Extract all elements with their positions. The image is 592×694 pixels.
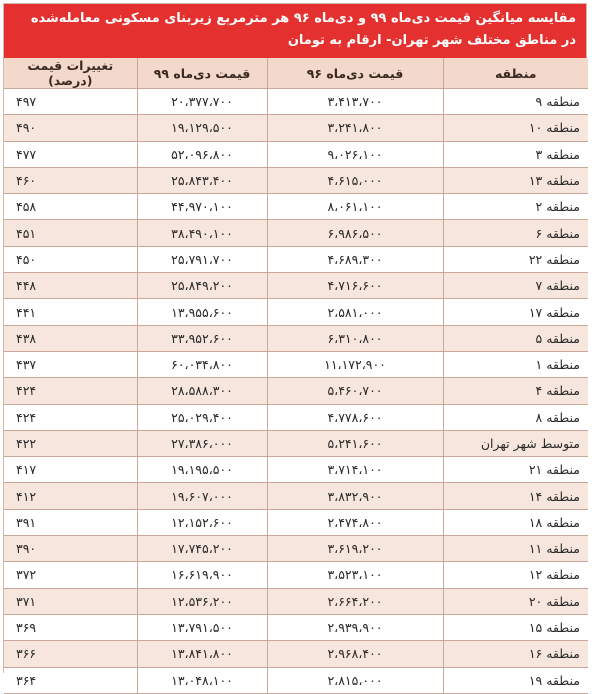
price-96-cell: ۳،۲۴۱،۸۰۰: [267, 115, 443, 141]
region-cell: منطقه ۸: [443, 404, 588, 430]
price-99-cell: ۱۳،۷۹۱،۵۰۰: [137, 614, 267, 640]
price-96-cell: ۲،۹۳۹،۹۰۰: [267, 614, 443, 640]
table-row: [4, 483, 588, 509]
change-cell: ۴۲۴: [4, 404, 137, 430]
table-row: [4, 220, 588, 246]
table-row: [4, 299, 588, 325]
table-row: [4, 641, 588, 667]
table-row: [4, 141, 588, 167]
price-96-cell: ۳،۸۳۲،۹۰۰: [267, 483, 443, 509]
region-cell: منطقه ۷: [443, 273, 588, 299]
region-cell: منطقه ۴: [443, 378, 588, 404]
price-99-cell: ۴۴،۹۷۰،۱۰۰: [137, 194, 267, 220]
table-title: [4, 4, 586, 58]
table-row: [4, 667, 588, 693]
price-99-cell: ۲۵،۸۴۳،۴۰۰: [137, 167, 267, 193]
change-cell: ۴۷۷: [4, 141, 137, 167]
table-row: [4, 378, 588, 404]
region-cell: منطقه ۱۶: [443, 641, 588, 667]
price-96-cell: ۱۱،۱۷۲،۹۰۰: [267, 351, 443, 377]
change-cell: ۴۵۰: [4, 246, 137, 272]
region-cell: منطقه ۲۰: [443, 588, 588, 614]
header-price-96: قیمت دی‌ماه ۹۶: [267, 58, 443, 89]
price-99-cell: ۱۹،۶۰۷،۰۰۰: [137, 483, 267, 509]
price-96-cell: ۳،۴۱۳،۷۰۰: [267, 89, 443, 115]
price-99-cell: ۱۹،۱۲۹،۵۰۰: [137, 115, 267, 141]
price-96-cell: ۳،۵۲۳،۱۰۰: [267, 562, 443, 588]
table-row: [4, 404, 588, 430]
price-96-cell: ۹،۰۲۶،۱۰۰: [267, 141, 443, 167]
price-99-cell: ۱۳،۰۴۸،۱۰۰: [137, 667, 267, 693]
header-price-99: قیمت دی‌ماه ۹۹: [137, 58, 267, 89]
region-cell: منطقه ۱۱: [443, 536, 588, 562]
price-96-cell: ۶،۹۸۶،۵۰۰: [267, 220, 443, 246]
change-cell: ۴۵۸: [4, 194, 137, 220]
price-99-cell: ۲۰،۳۷۷،۷۰۰: [137, 89, 267, 115]
price-96-cell: ۴،۶۱۵،۰۰۰: [267, 167, 443, 193]
change-cell: ۳۹۰: [4, 536, 137, 562]
price-table: [4, 58, 588, 694]
table-row: [4, 457, 588, 483]
region-cell: منطقه ۱۰: [443, 115, 588, 141]
price-99-cell: ۵۲،۰۹۶،۸۰۰: [137, 141, 267, 167]
table-row: [4, 273, 588, 299]
table-row: [4, 614, 588, 640]
title-line-2: در مناطق مختلف شهر تهران- ارقام به تومان: [287, 33, 576, 48]
price-99-cell: ۶۰،۰۳۴،۸۰۰: [137, 351, 267, 377]
table-row: [4, 325, 588, 351]
price-99-cell: ۱۷،۷۴۵،۲۰۰: [137, 536, 267, 562]
change-cell: ۴۳۸: [4, 325, 137, 351]
change-cell: ۴۱۲: [4, 483, 137, 509]
change-cell: ۴۳۷: [4, 351, 137, 377]
price-96-cell: ۴،۷۷۸،۶۰۰: [267, 404, 443, 430]
change-cell: ۴۴۱: [4, 299, 137, 325]
table-row: [4, 562, 588, 588]
table-header: [4, 58, 588, 89]
region-cell: منطقه ۱: [443, 351, 588, 377]
price-99-cell: ۱۲،۱۵۲،۶۰۰: [137, 509, 267, 535]
price-99-cell: ۲۵،۰۲۹،۴۰۰: [137, 404, 267, 430]
price-96-cell: ۲،۴۷۴،۸۰۰: [267, 509, 443, 535]
region-cell: منطقه ۱۹: [443, 667, 588, 693]
region-cell: متوسط شهر تهران: [443, 430, 588, 456]
price-99-cell: ۱۳،۹۵۵،۶۰۰: [137, 299, 267, 325]
change-cell: ۴۱۷: [4, 457, 137, 483]
region-cell: منطقه ۱۵: [443, 614, 588, 640]
table-row: [4, 588, 588, 614]
price-99-cell: ۲۸،۵۸۸،۳۰۰: [137, 378, 267, 404]
change-cell: ۳۶۹: [4, 614, 137, 640]
change-cell: ۴۵۱: [4, 220, 137, 246]
price-96-cell: ۸،۰۶۱،۱۰۰: [267, 194, 443, 220]
table-row: [4, 246, 588, 272]
header-change: تغییرات قیمت (درصد): [4, 58, 137, 89]
price-96-cell: ۲،۵۸۱،۰۰۰: [267, 299, 443, 325]
table-row: [4, 351, 588, 377]
region-cell: منطقه ۱۷: [443, 299, 588, 325]
price-96-cell: ۴،۷۱۶،۶۰۰: [267, 273, 443, 299]
price-96-cell: ۲،۹۶۸،۴۰۰: [267, 641, 443, 667]
region-cell: منطقه ۵: [443, 325, 588, 351]
table-row: [4, 194, 588, 220]
price-99-cell: ۱۳،۸۴۱،۸۰۰: [137, 641, 267, 667]
region-cell: منطقه ۹: [443, 89, 588, 115]
change-cell: ۴۲۲: [4, 430, 137, 456]
region-cell: منطقه ۱۳: [443, 167, 588, 193]
table-row: [4, 167, 588, 193]
price-96-cell: ۳،۷۱۴،۱۰۰: [267, 457, 443, 483]
price-96-cell: ۳،۶۱۹،۲۰۰: [267, 536, 443, 562]
region-cell: منطقه ۳: [443, 141, 588, 167]
price-99-cell: ۳۳،۹۵۲،۶۰۰: [137, 325, 267, 351]
change-cell: ۴۲۴: [4, 378, 137, 404]
table-row: [4, 89, 588, 115]
table-card: [3, 3, 587, 688]
region-cell: منطقه ۲۱: [443, 457, 588, 483]
price-96-cell: ۵،۴۶۰،۷۰۰: [267, 378, 443, 404]
price-99-cell: ۱۲،۵۳۶،۲۰۰: [137, 588, 267, 614]
table-row: [4, 536, 588, 562]
change-cell: ۳۶۴: [4, 667, 137, 693]
table-row: [4, 509, 588, 535]
price-96-cell: ۵،۲۴۱،۶۰۰: [267, 430, 443, 456]
price-96-cell: ۲،۶۶۴،۲۰۰: [267, 588, 443, 614]
change-cell: ۳۷۲: [4, 562, 137, 588]
price-99-cell: ۳۸،۴۹۰،۱۰۰: [137, 220, 267, 246]
price-99-cell: ۲۵،۷۹۱،۷۰۰: [137, 246, 267, 272]
table-body: [4, 89, 588, 694]
change-cell: ۴۴۸: [4, 273, 137, 299]
price-96-cell: ۴،۶۸۹،۳۰۰: [267, 246, 443, 272]
price-99-cell: ۲۵،۸۴۹،۲۰۰: [137, 273, 267, 299]
price-96-cell: ۶،۳۱۰،۸۰۰: [267, 325, 443, 351]
header-region: منطقه: [443, 58, 588, 89]
region-cell: منطقه ۲۲: [443, 246, 588, 272]
change-cell: ۴۹۰: [4, 115, 137, 141]
change-cell: ۴۶۰: [4, 167, 137, 193]
change-cell: ۴۹۷: [4, 89, 137, 115]
change-cell: ۳۹۱: [4, 509, 137, 535]
title-line-1: مقایسه میانگین قیمت دی‌ماه ۹۹ و دی‌ماه ۹۶ هر مترمربع زیربنای مسکونی معامله‌شده: [30, 11, 576, 26]
region-cell: منطقه ۶: [443, 220, 588, 246]
price-96-cell: ۲،۸۱۵،۰۰۰: [267, 667, 443, 693]
region-cell: منطقه ۱۴: [443, 483, 588, 509]
price-99-cell: ۱۹،۱۹۵،۵۰۰: [137, 457, 267, 483]
price-99-cell: ۲۷،۳۸۶،۰۰۰: [137, 430, 267, 456]
region-cell: منطقه ۱۸: [443, 509, 588, 535]
change-cell: ۳۶۶: [4, 641, 137, 667]
region-cell: منطقه ۲: [443, 194, 588, 220]
region-cell: منطقه ۱۲: [443, 562, 588, 588]
change-cell: ۳۷۱: [4, 588, 137, 614]
table-row: [4, 430, 588, 456]
table-row: [4, 115, 588, 141]
price-99-cell: ۱۶،۶۱۹،۹۰۰: [137, 562, 267, 588]
